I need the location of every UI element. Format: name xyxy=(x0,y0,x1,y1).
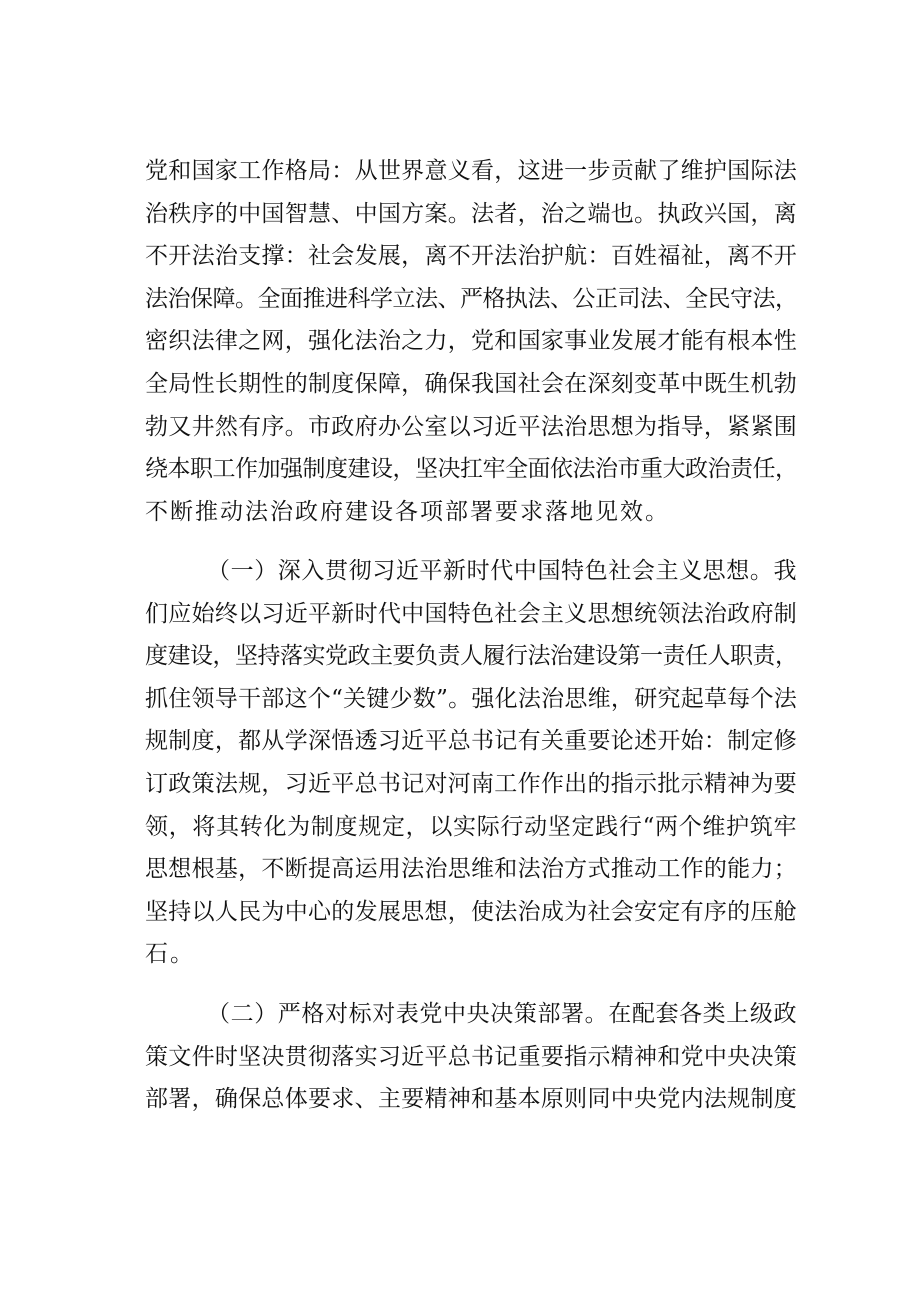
paragraph-intro xyxy=(145,150,797,533)
text-line: 策文件时坚决贯彻落实习近平总书记重要指示精神和党中央决策 xyxy=(145,1043,797,1070)
paragraph-section-one xyxy=(145,550,797,976)
text-line: 度建设，坚持落实党政主要负责人履行法治建设第一责任人职责， xyxy=(145,643,798,670)
text-line: 石。 xyxy=(145,941,195,968)
text-line: 勃又井然有序。市政府办公室以习近平法治思想为指导，紧紧围 xyxy=(145,413,797,440)
section-heading-line: （二）严格对标对表党中央决策部署。在配套各类上级政 xyxy=(207,1001,797,1027)
text-line: 党和国家工作格局：从世界意义看，这进一步贡献了维护国际法 xyxy=(145,158,797,184)
text-line: 规制度，都从学深悟透习近平总书记有关重要论述开始：制定修 xyxy=(145,728,797,755)
text-line: 们应始终以习近平新时代中国特色社会主义思想统领法治政府制 xyxy=(145,600,797,627)
text-line: 思想根基，不断提高运用法治思维和法治方式推动工作的能力； xyxy=(145,856,797,883)
text-line: 部署，确保总体要求、主要精神和基本原则同中央党内法规制度 xyxy=(145,1086,797,1113)
text-line: 治秩序的中国智慧、中国方案。法者，治之端也。执政兴国，离 xyxy=(145,200,797,227)
text-line: 不开法治支撑：社会发展，离不开法治护航：百姓福祉，离不开 xyxy=(145,243,797,270)
text-line: 订政策法规，习近平总书记对河南工作作出的指示批示精神为要 xyxy=(145,770,797,797)
text-line: 法治保障。全面推进科学立法、严格执法、公正司法、全民守法， xyxy=(145,285,798,312)
section-heading-line: （一）深入贯彻习近平新时代中国特色社会主义思想。我 xyxy=(207,558,797,584)
text-line: 绕本职工作加强制度建设，坚决扛牢全面依法治市重大政治责任， xyxy=(145,456,798,483)
text-line: 不断推动法治政府建设各项部署要求落地见效。 xyxy=(145,498,670,525)
text-line: 密织法律之网，强化法治之力，党和国家事业发展才能有根本性 xyxy=(145,328,797,355)
paragraph-section-two xyxy=(145,993,797,1121)
text-line: 坚持以人民为中心的发展思想，使法治成为社会安定有序的压舱 xyxy=(145,898,797,925)
text-line: 抓住领导干部这个“关键少数”。强化法治思维，研究起草每个法 xyxy=(145,685,797,712)
text-line: 领，将其转化为制度规定，以实际行动坚定践行“两个维护筑牢 xyxy=(145,813,797,840)
text-line: 全局性长期性的制度保障，确保我国社会在深刻变革中既生机勃 xyxy=(145,370,797,397)
